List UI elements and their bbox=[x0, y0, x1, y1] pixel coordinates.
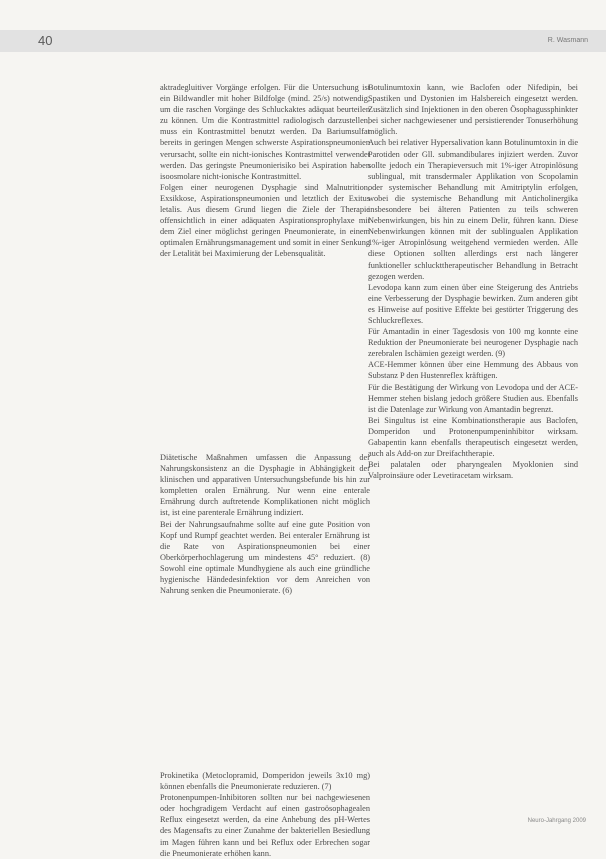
column-left-block-a bbox=[160, 82, 370, 260]
paragraph: Auch bei relativer Hypersalivation kann Botulinumtoxin in die Parotiden oder Gll. submandibulares injiziert werden. Zuvor sollte jedoch ein Therapieversuch mit 1%-iger Atropinlösung sublingual, mit transdermaler Applikation von Scopolamin oder systemischer Behandlung mit Amitriptylin erfolgen, wobei die systemische Behandlung mit Anticholinergika insbesondere bei älteren Patienten zu teils schweren Nebenwirkungen, bis hin zu einem Delir, führen kann. Diese Nebenwirkungen können mit der sublingualen Applikation 1%-iger Atropinlösung weitgehend vermieden werden. Alle diese Optionen sollten allerdings erst nach längerer funktioneller schluckttherapeutischer Behandlung in Betracht gezogen werden. bbox=[368, 138, 578, 281]
paragraph: aktradegluitiver Vorgänge erfolgen. Für die Untersuchung ist ein Bildwandler mit hoher Bildfolge (mind. 25/s) notwendig, um die raschen Vorgänge des Schluckaktes adäquat beurteilen zu können. Um die Kontrastmittel radiologisch darzustellen, muss ein Kontrastmittel benutzt werden. Da Bariumsulfat bereits in geringen Mengen schwerste Aspirationspneumonien verursacht, sollte ein nicht-ionisches Kontrastmittel verwendet werden. Das geringste Pneumonierisiko bei Aspiration haben isoosmolare nicht-ionische Kontrastmittel. bbox=[160, 83, 370, 181]
paragraph: Prokinetika (Metoclopramid, Domperidon jeweils 3x10 mg) können ebenfalls die Pneumonierate reduzieren. (7) bbox=[160, 771, 370, 792]
column-left-block-b bbox=[160, 452, 370, 596]
paragraph: Bei palatalen oder pharyngealen Myoklonien sind Valproinsäure oder Levetiracetam wirksam. bbox=[368, 460, 578, 481]
paragraph: Bei der Nahrungsaufnahme sollte auf eine gute Position von Kopf und Rumpf geachtet werden. Bei enteraler Ernährung ist die Rate von Aspirationspneumonien bei einer Oberkörperhochlagerung um mindestens 45° reduziert. (8) Sowohl eine optimale Mundhygiene als auch eine gründliche hygienische Händedesinfektion vor dem Anreichen von Nahrung senken die Pneumonierate. (6) bbox=[160, 519, 370, 596]
paragraph: Diätetische Maßnahmen umfassen die Anpassung der Nahrungskonsistenz an die Dysphagie in Abhängigkeit der klinischen und apparativen Untersuchungsbefunde bis hin zur kompletten oralen Ernährung. Nur wenn eine enterale Ernährung durch auftretende Komplikationen nicht möglich ist, ist eine parenterale Ernährung indiziert. bbox=[160, 453, 370, 518]
paragraph: Bei Singultus ist eine Kombinationstherapie aus Baclofen, Domperidon und Protonenpumpeninhibitor wirksam. Gabapentin kann ebenfalls therapeutisch eingesetzt werden, auch als Add-on zur Dreifachtherapie. bbox=[368, 415, 578, 459]
paragraph: ACE-Hemmer können über eine Hemmung des Abbaus von Substanz P den Hustenreflex kräftigen. bbox=[368, 360, 578, 381]
page-number: 40 bbox=[38, 33, 53, 48]
header-band bbox=[0, 30, 606, 52]
paragraph: Für Amantadin in einer Tagesdosis von 100 mg konnte eine Reduktion der Pneumonierate bei neurogener Dysphagie nach zerebralen Ischämien gezeigt werden. (9) bbox=[368, 327, 578, 359]
column-left-block-c bbox=[160, 770, 370, 859]
running-head: R. Wasmann bbox=[547, 37, 588, 44]
paragraph: Levodopa kann zum einen über eine Steigerung des Antriebs eine Verbesserung der Dysphagie bewirken. Zum anderen gibt es Hinweise auf positive Effekte bei gestörter Triggerung des Schluckreflexes. bbox=[368, 282, 578, 325]
column-right bbox=[368, 82, 578, 481]
paragraph: Folgen einer neurogenen Dysphagie sind Malnutrition, Exsikkose, Aspirationspneumonien und letztlich der Exitus letalis. Aus diesem Grund liegen die Ziele der Therapie offensichtlich in einer adäquaten Aspirationsprophylaxe mit dem Ziel einer möglichst geringen Pneumonierate, in einem optimalen Ernährungsmanagement und somit in einer Senkung der Letalität bei Maximierung der Lebensqualität. bbox=[160, 182, 370, 259]
paragraph: Für die Bestätigung der Wirkung von Levodopa und der ACE-Hemmer stehen bislang jedoch größere Studien aus. Ebenfalls ist die Datenlage zur Wirkung von Amantadin begrenzt. bbox=[368, 382, 578, 414]
paragraph: Protonenpumpen-Inhibitoren sollten nur bei nachgewiesenen oder hochgradigem Verdacht auf einen gastroösophagealen Reflux eingesetzt werden, da eine Anhebung des pH-Wertes des Magensafts zu einer Zunahme der bakteriellen Besiedlung im Magen führen kann und bei Reflux oder Erbrechen sogar die Pneumonierate erhöhen kann. bbox=[160, 793, 370, 858]
paragraph: Botulinumtoxin kann, wie Baclofen oder Nifedipin, bei Spastiken und Dystonien im Halsbereich eingesetzt werden. Zusätzlich sind Injektionen in den oberen Ösophagussphinkter bei sicher nachgewiesener und persistierender Tonuserhöhung möglich. bbox=[368, 83, 578, 137]
footer-journal: Neuro-Jahrgang 2009 bbox=[527, 818, 586, 824]
